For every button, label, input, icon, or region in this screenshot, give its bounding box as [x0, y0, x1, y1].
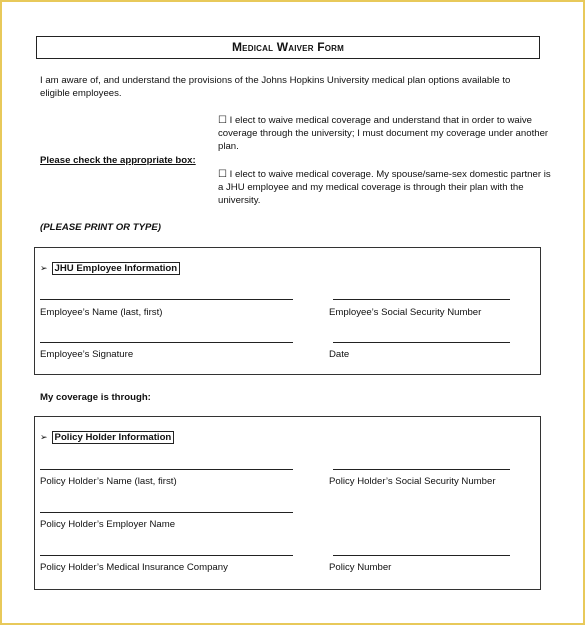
coverage-label: My coverage is through: [40, 392, 151, 403]
policy-heading-text: Policy Holder Information [52, 431, 175, 444]
waive-option-2-text: I elect to waive medical coverage. My spouse/same-sex domestic partner is a JHU employee and my medical coverage is through their plan with the university. [218, 169, 551, 206]
form-title [36, 36, 540, 59]
policy-holder-ssn-label: Policy Holder’s Social Security Number [329, 476, 496, 487]
employer-name-label: Policy Holder’s Employer Name [40, 519, 176, 530]
employee-name-label: Employee’s Name (last, first) [40, 307, 163, 318]
employee-signature-line[interactable] [40, 342, 293, 343]
date-line[interactable] [333, 342, 510, 343]
form-title-text: Medical Waiver Form [231, 40, 344, 54]
waive-option-1-text: I elect to waive medical coverage and understand that in order to waive coverage through the university; I must document my coverage under another plan. [218, 115, 549, 152]
employee-signature-label: Employee’s Signature [40, 349, 134, 360]
policy-number-label: Policy Number [329, 562, 392, 573]
checkbox-2-icon[interactable]: ☐ [218, 169, 227, 180]
policy-holder-name-label: Policy Holder’s Name (last, first) [40, 476, 177, 487]
employee-name-line[interactable] [40, 299, 293, 300]
checkbox-1-icon[interactable]: ☐ [218, 115, 227, 126]
check-box-instruction: Please check the appropriate box: [40, 155, 196, 166]
employee-ssn-line[interactable] [333, 299, 510, 300]
policy-section-heading [40, 432, 174, 443]
arrow-bullet-icon: ➢ [40, 263, 48, 273]
policy-number-line[interactable] [333, 555, 510, 556]
arrow-bullet-icon: ➢ [40, 432, 48, 442]
date-label: Date [329, 349, 350, 360]
insurance-company-label: Policy Holder’s Medical Insurance Company [40, 562, 228, 573]
employee-heading-text: JHU Employee Information [52, 262, 181, 275]
waive-option-2[interactable] [218, 168, 558, 207]
employee-section-heading [40, 263, 180, 274]
employee-ssn-label: Employee’s Social Security Number [329, 307, 482, 318]
waive-option-1[interactable] [218, 114, 558, 153]
print-note: (PLEASE PRINT OR TYPE) [40, 222, 161, 233]
policy-holder-ssn-line[interactable] [333, 469, 510, 470]
employer-name-line[interactable] [40, 512, 293, 513]
policy-holder-name-line[interactable] [40, 469, 293, 470]
insurance-company-line[interactable] [40, 555, 293, 556]
intro-text: I am aware of, and understand the provisions of the Johns Hopkins University medical plan options available to eligible employees. [40, 75, 511, 99]
